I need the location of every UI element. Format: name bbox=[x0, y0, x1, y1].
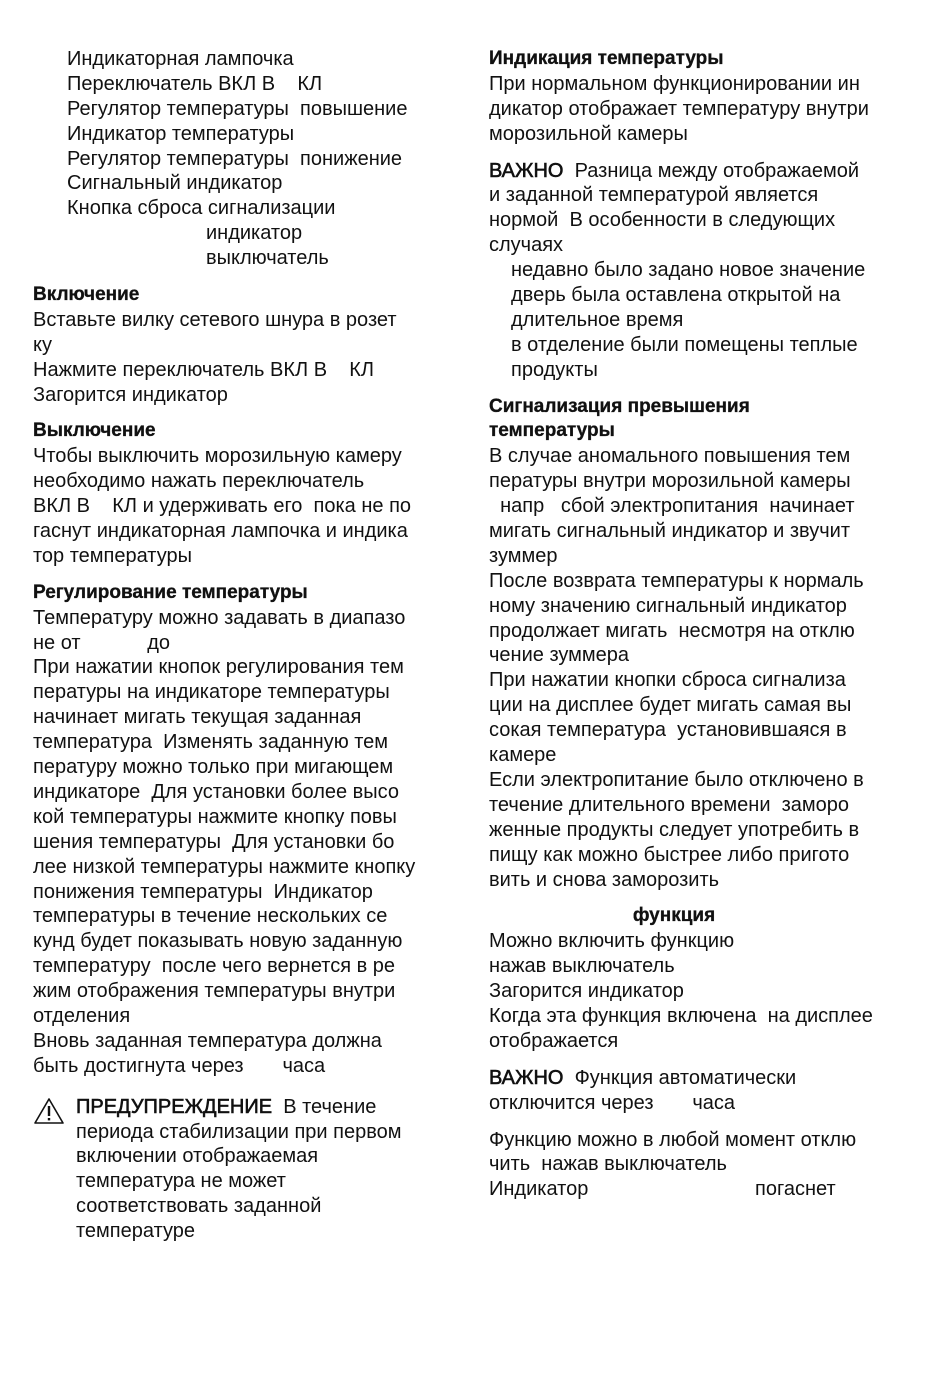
paragraph-line: Загорится индикатор bbox=[33, 383, 228, 406]
paragraph-line: кунд будет показывать новую заданную bbox=[33, 930, 403, 953]
important-first-line: Разница между отображаемой bbox=[563, 159, 860, 182]
paragraph-line: Температуру можно задавать в диапазо bbox=[33, 606, 406, 629]
paragraph-line: морозильной камеры bbox=[489, 122, 688, 145]
list-item: в отделение были помещены теплые bbox=[511, 333, 858, 356]
paragraph-line: чение зуммера bbox=[489, 644, 630, 667]
paragraph-line: кой температуры нажмите кнопку повы bbox=[33, 805, 397, 828]
paragraph-line: камере bbox=[489, 744, 557, 767]
important-label: ВАЖНО bbox=[489, 1066, 564, 1089]
section-heading-alarm-2: температуры bbox=[489, 420, 615, 442]
paragraph-line: индикаторе Для установки более высо bbox=[33, 780, 400, 803]
paragraph-line: Нажмите переключатель ВКЛ В КЛ bbox=[33, 358, 375, 381]
warning-line: температура не может bbox=[76, 1170, 286, 1193]
paragraph-line: отделения bbox=[33, 1004, 131, 1027]
warning-line: соответствовать заданной bbox=[76, 1195, 322, 1218]
paragraph-line: ку bbox=[33, 333, 52, 356]
paragraph-line: течение длительного времени заморо bbox=[489, 793, 850, 816]
list-item: длительное время bbox=[511, 308, 684, 331]
section-heading-alarm: Сигнализация превышения bbox=[489, 395, 750, 417]
paragraph-line: Если электропитание было отключено в bbox=[489, 768, 864, 791]
list-item: выключатель bbox=[206, 247, 329, 270]
paragraph-line: чить нажав выключатель bbox=[489, 1153, 727, 1176]
paragraph-line: и заданной температурой является bbox=[489, 184, 819, 207]
paragraph-line: шения температуры Для установки бо bbox=[33, 830, 395, 853]
paragraph-line: пературы внутри морозильной камеры bbox=[489, 470, 851, 493]
list-item: Регулятор температуры понижение bbox=[67, 147, 403, 170]
section-heading-on: Включение bbox=[33, 284, 140, 306]
section-heading-regulation: Регулирование температуры bbox=[33, 581, 308, 603]
section-heading-temp-indication: Индикация температуры bbox=[489, 48, 724, 69]
paragraph-line: начинает мигать текущая заданная bbox=[33, 706, 362, 729]
paragraph-line: температура Изменять заданную тем bbox=[33, 731, 389, 754]
warning-line: периода стабилизации при первом bbox=[76, 1120, 402, 1143]
list-item: недавно было задано новое значение bbox=[511, 259, 866, 282]
left-column bbox=[33, 47, 473, 1244]
paragraph-line: нормой В особенности в следующих bbox=[489, 209, 836, 232]
paragraph-line: Загорится индикатор bbox=[489, 980, 684, 1003]
important-first-line: Функция автоматически bbox=[563, 1066, 797, 1089]
paragraph-line: В случае аномального повышения тем bbox=[489, 445, 851, 468]
list-item: продукты bbox=[511, 358, 598, 381]
paragraph-line: При нажатии кнопок регулирования тем bbox=[33, 656, 404, 679]
paragraph-line: мигать сигнальный индикатор и звучит bbox=[489, 520, 850, 543]
paragraph-line: гаснут индикаторная лампочка и индика bbox=[33, 520, 408, 543]
paragraph-line: При нормальном функционировании ин bbox=[489, 72, 860, 95]
paragraph-line: лее низкой температуры нажмите кнопку bbox=[33, 855, 416, 878]
paragraph-line: После возврата температуры к нормаль bbox=[489, 569, 864, 592]
paragraph-line: отключится через часа bbox=[489, 1091, 736, 1114]
paragraph-line: пературы на индикаторе температуры bbox=[33, 681, 390, 704]
paragraph-line: жим отображения температуры внутри bbox=[33, 980, 396, 1003]
paragraph-line: Вновь заданная температура должна bbox=[33, 1029, 382, 1052]
right-column bbox=[489, 47, 929, 1202]
paragraph-line: понижения температуры Индикатор bbox=[33, 880, 373, 903]
list-item: Кнопка сброса сигнализации bbox=[67, 197, 336, 220]
list-item: Переключатель ВКЛ В КЛ bbox=[67, 72, 323, 95]
warning-line: включении отображаемая bbox=[76, 1145, 319, 1168]
paragraph-line: Можно включить функцию bbox=[489, 930, 735, 953]
list-item: индикатор bbox=[206, 222, 303, 245]
warning-first-line: В течение bbox=[272, 1095, 377, 1118]
paragraph-line: Индикатор погаснет bbox=[489, 1178, 836, 1201]
paragraph-line: тор температуры bbox=[33, 544, 192, 567]
paragraph-line: Чтобы выключить морозильную камеру bbox=[33, 445, 402, 468]
paragraph-line: Вставьте вилку сетевого шнура в розет bbox=[33, 308, 397, 331]
paragraph-line: случаях bbox=[489, 234, 564, 257]
paragraph-line: нажав выключатель bbox=[489, 955, 675, 978]
paragraph-line: пищу как можно быстрее либо пригото bbox=[489, 843, 850, 866]
list-item: дверь была оставлена открытой на bbox=[511, 284, 841, 307]
list-item: Индикатор температуры bbox=[67, 122, 295, 145]
important-label: ВАЖНО bbox=[489, 159, 564, 182]
paragraph-line: температуры в течение нескольких се bbox=[33, 905, 388, 928]
section-heading-off: Выключение bbox=[33, 420, 156, 442]
paragraph-line: Функцию можно в любой момент отклю bbox=[489, 1128, 857, 1151]
list-item: Индикаторная лампочка bbox=[67, 48, 294, 70]
paragraph-line: ции на дисплее будет мигать самая вы bbox=[489, 694, 852, 717]
paragraph-line: продолжает мигать несмотря на отклю bbox=[489, 619, 855, 642]
list-item: Регулятор температуры повышение bbox=[67, 97, 408, 120]
list-item: Сигнальный индикатор bbox=[67, 172, 283, 195]
warning-block bbox=[33, 1095, 473, 1244]
paragraph-line: зуммер bbox=[489, 544, 558, 567]
paragraph-line: напр сбой электропитания начинает bbox=[489, 495, 855, 518]
warning-line: температуре bbox=[76, 1220, 195, 1243]
paragraph-line: ВКЛ В КЛ и удерживать его пока не по bbox=[33, 495, 412, 518]
paragraph-line: отображается bbox=[489, 1029, 619, 1052]
paragraph-line: ному значению сигнальный индикатор bbox=[489, 594, 847, 617]
paragraph-line: не от до bbox=[33, 631, 171, 654]
paragraph-line: женные продукты следует употребить в bbox=[489, 818, 860, 841]
paragraph-line: дикатор отображает температуру внутри bbox=[489, 97, 869, 120]
paragraph-line: Когда эта функция включена на дисплее bbox=[489, 1004, 873, 1027]
paragraph-line: пературу можно только при мигающем bbox=[33, 756, 394, 779]
warning-label: ПРЕДУПРЕЖДЕНИЕ bbox=[76, 1095, 273, 1118]
controls-list bbox=[33, 47, 473, 271]
paragraph-line: сокая температура установившаяся в bbox=[489, 719, 847, 742]
paragraph-line: быть достигнута через часа bbox=[33, 1054, 326, 1077]
paragraph-line: вить и снова заморозить bbox=[489, 868, 720, 891]
warning-triangle-icon bbox=[33, 1097, 65, 1125]
paragraph-line: температуру после чего вернется в ре bbox=[33, 955, 396, 978]
paragraph-line: необходимо нажать переключатель bbox=[33, 470, 365, 493]
section-heading-function: функция bbox=[632, 905, 716, 927]
paragraph-line: При нажатии кнопки сброса сигнализа bbox=[489, 669, 846, 692]
